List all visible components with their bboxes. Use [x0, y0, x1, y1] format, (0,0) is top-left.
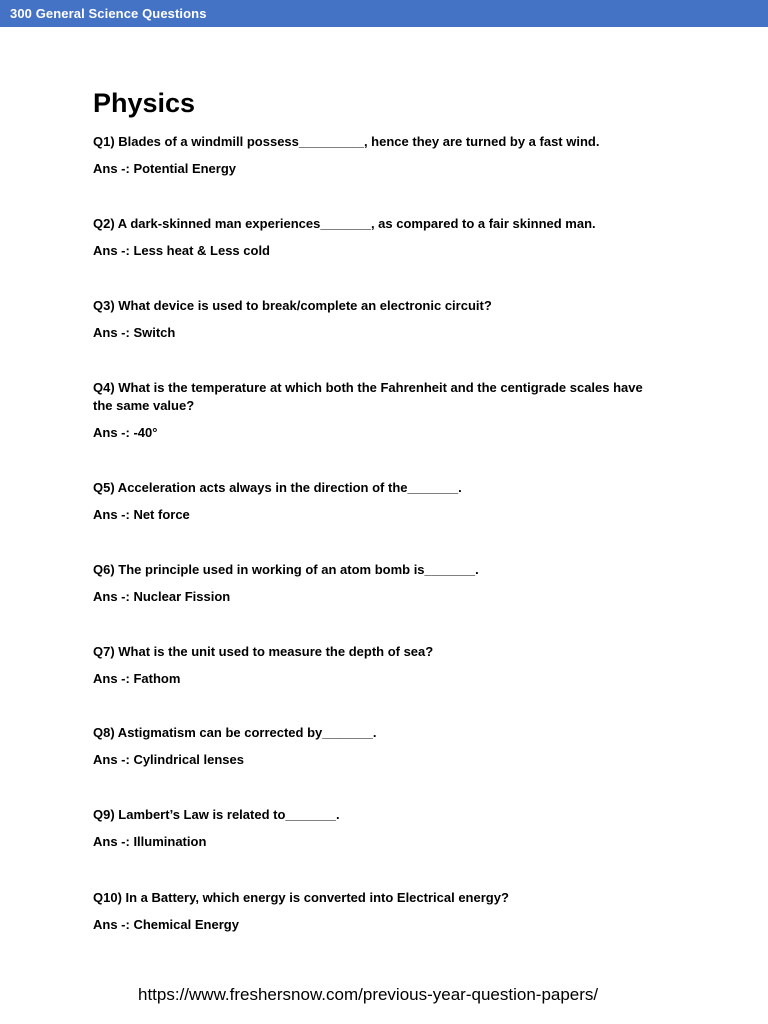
qa-item-10	[93, 889, 663, 934]
answer-text: Ans -: Less heat & Less cold	[93, 243, 270, 258]
header-title: 300 General Science Questions	[10, 6, 207, 21]
qa-item-9	[93, 806, 663, 851]
answer-text: Ans -: Nuclear Fission	[93, 589, 231, 604]
question-text: Q3) What device is used to break/complete an electronic circuit?	[93, 298, 492, 313]
qa-item-3	[93, 297, 663, 342]
question-text: Q9) Lambert’s Law is related to_______.	[93, 807, 340, 822]
qa-item-5	[93, 479, 663, 524]
answer-text: Ans -: Net force	[93, 507, 190, 522]
answer-text: Ans -: Switch	[93, 325, 176, 340]
question-text: Q2) A dark-skinned man experiences_______, as compared to a fair skinned man.	[93, 216, 596, 231]
qa-item-2	[93, 215, 663, 260]
question-text: Q8) Astigmatism can be corrected by_______.	[93, 725, 377, 740]
qa-item-4	[93, 379, 663, 442]
qa-item-8	[93, 724, 663, 769]
header-bar	[0, 0, 768, 27]
answer-text: Ans -: Chemical Energy	[93, 917, 239, 932]
question-text: Q10) In a Battery, which energy is converted into Electrical energy?	[93, 890, 509, 905]
question-text: Q4) What is the temperature at which both the Fahrenheit and the centigrade scales have the same value?	[93, 380, 643, 413]
qa-item-6	[93, 561, 663, 606]
answer-text: Ans -: Potential Energy	[93, 161, 237, 176]
question-text: Q7) What is the unit used to measure the depth of sea?	[93, 644, 434, 659]
section-title: Physics	[93, 88, 196, 118]
qa-item-1	[93, 133, 663, 178]
footer-url: https://www.freshersnow.com/previous-year-question-papers/	[138, 985, 599, 1004]
qa-item-7	[93, 643, 663, 688]
question-text: Q6) The principle used in working of an atom bomb is_______.	[93, 562, 479, 577]
question-text: Q1) Blades of a windmill possess_________, hence they are turned by a fast wind.	[93, 134, 600, 149]
answer-text: Ans -: Illumination	[93, 834, 207, 849]
question-text: Q5) Acceleration acts always in the direction of the_______.	[93, 480, 462, 495]
answer-text: Ans -: Cylindrical lenses	[93, 752, 244, 767]
answer-text: Ans -: -40°	[93, 425, 158, 440]
answer-text: Ans -: Fathom	[93, 671, 181, 686]
